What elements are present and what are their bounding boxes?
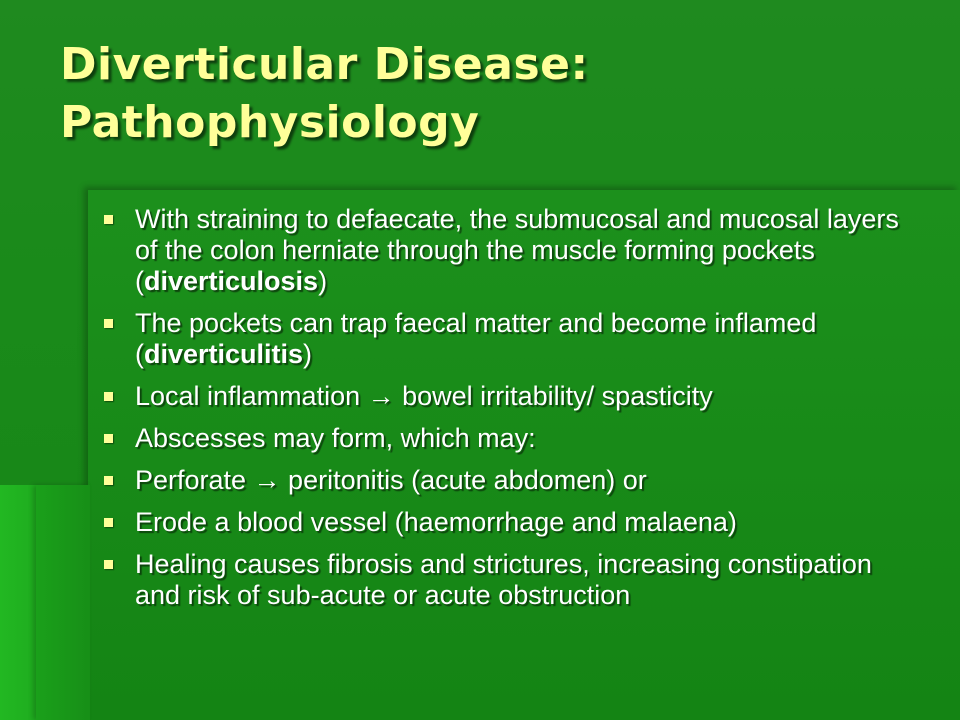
slide-title <box>60 36 920 152</box>
square-bullet-icon <box>104 560 113 569</box>
square-bullet-icon <box>104 392 113 401</box>
bullet-text-bold: diverticulosis <box>144 266 319 296</box>
square-bullet-icon <box>104 518 113 527</box>
bullet-item <box>100 381 920 412</box>
slide-title-line-2: Pathophysiology <box>60 97 480 148</box>
bullet-text: Healing causes fibrosis and strictures, increasing constipation and risk of sub-acute or acute obstruction <box>135 549 872 610</box>
bullet-item <box>100 465 920 496</box>
bullet-text-post: ) <box>303 339 313 369</box>
bullet-text: Perforate → peritonitis (acute abdomen) or <box>135 465 647 495</box>
bullet-item <box>100 204 920 297</box>
square-bullet-icon <box>104 476 113 485</box>
bullet-text-bold: diverticulitis <box>144 339 304 369</box>
bullet-text-post: ) <box>318 266 328 296</box>
bullet-text: Abscesses may form, which may: <box>135 423 536 453</box>
bullet-item <box>100 549 920 611</box>
bullet-text: Local inflammation → bowel irritability/ spasticity <box>135 381 713 411</box>
bullet-item <box>100 507 920 538</box>
bullet-item <box>100 308 920 370</box>
bullet-item <box>100 423 920 454</box>
square-bullet-icon <box>104 434 113 443</box>
square-bullet-icon <box>104 319 113 328</box>
square-bullet-icon <box>104 215 113 224</box>
bullet-text: Erode a blood vessel (haemorrhage and malaena) <box>135 507 737 537</box>
slide-title-line-1: Diverticular Disease: <box>60 39 589 90</box>
bullet-text-pre: The pockets can trap faecal matter and become inflamed ( <box>135 308 817 369</box>
background-accent-panel <box>36 485 90 720</box>
bullet-text-pre: With straining to defaecate, the submucosal and mucosal layers of the colon herniate through the muscle forming pockets ( <box>135 204 899 296</box>
bullet-list <box>100 204 920 622</box>
